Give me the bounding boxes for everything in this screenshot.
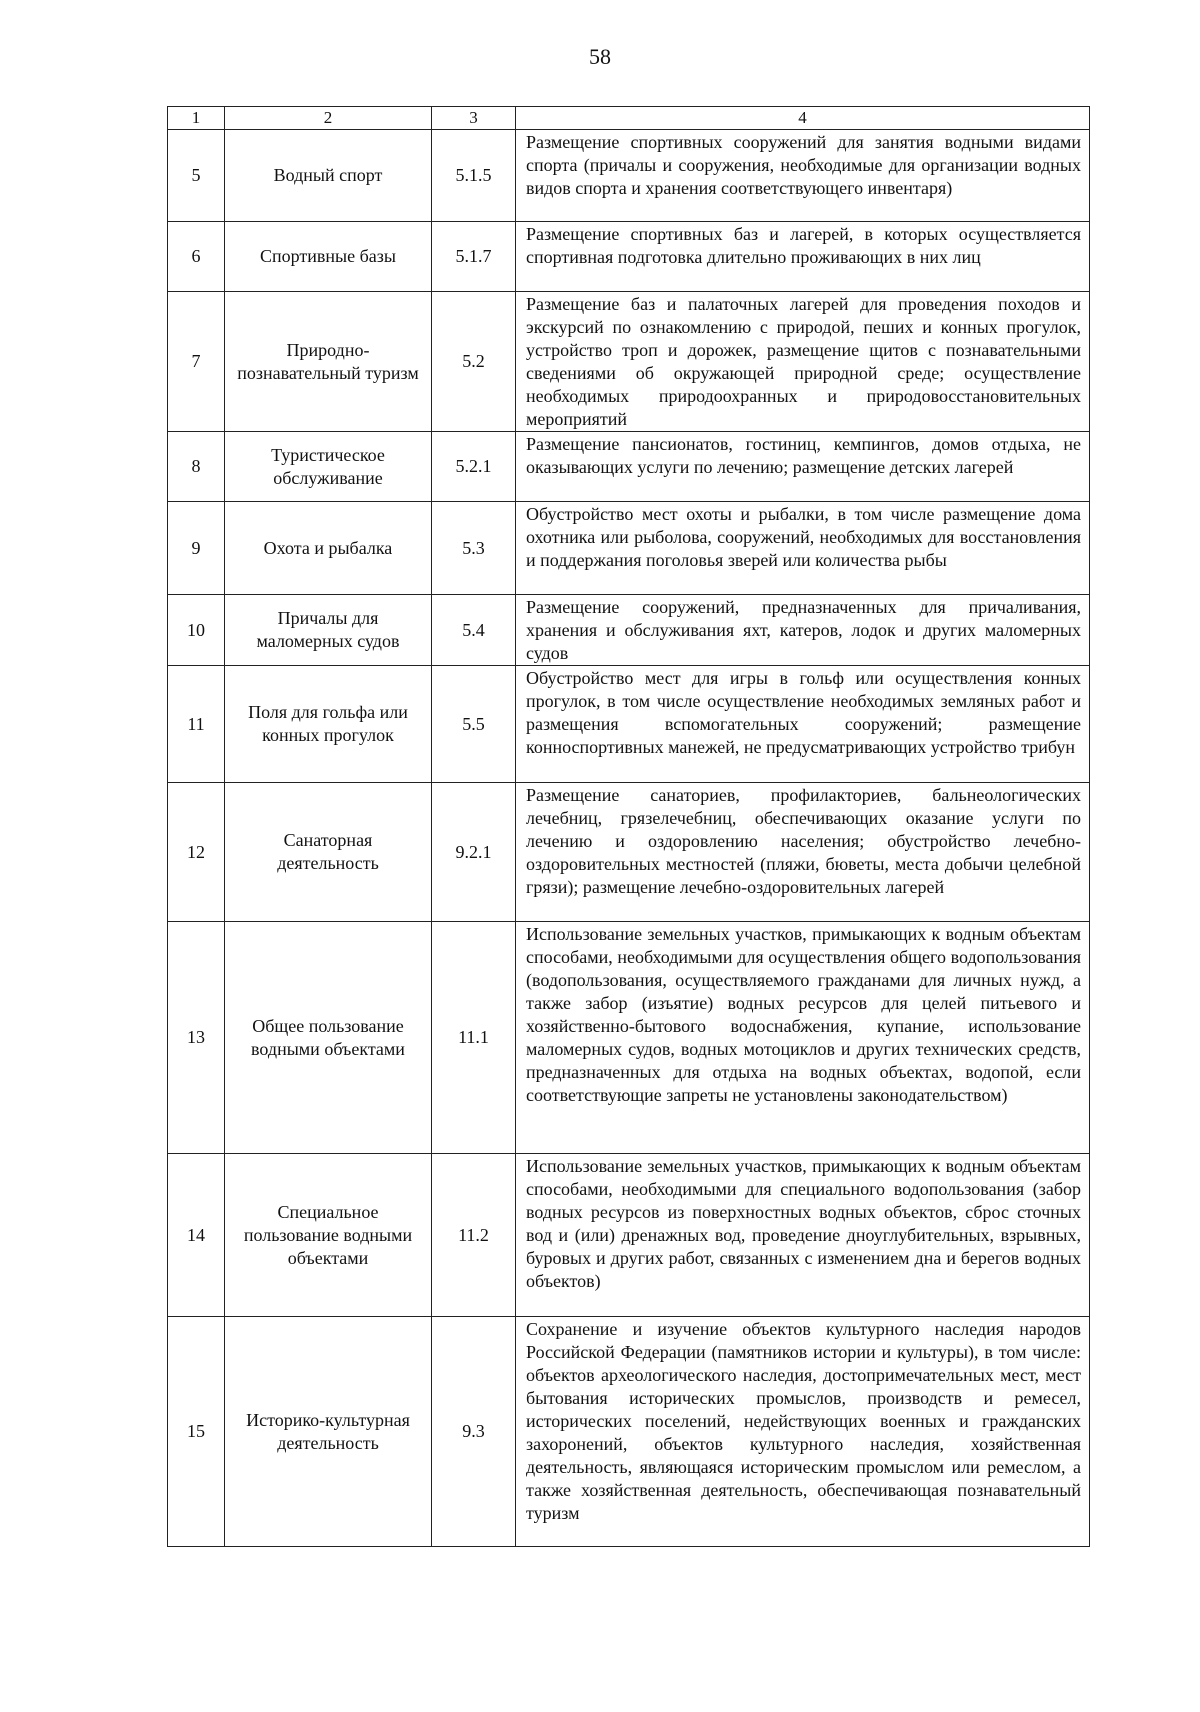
table-row	[168, 922, 1090, 1154]
use-description: Размещение санаториев, профилакториев, бальнеологических лечебниц, грязелечебниц, обеспечивающих оказание услуги по лечению и оздоровлению населения; обустройство лечебно-оздоровительных местностей (пляжи, бюветы, места добычи целебной грязи); размещение лечебно-оздоровительных лагерей	[516, 783, 1090, 922]
table-row	[168, 502, 1090, 595]
use-code: 5.5	[432, 666, 516, 783]
table-row	[168, 432, 1090, 502]
use-name: Санаторная деятельность	[225, 783, 432, 922]
row-number: 15	[168, 1317, 225, 1547]
use-code: 11.2	[432, 1154, 516, 1317]
table-row	[168, 783, 1090, 922]
use-code: 5.2	[432, 292, 516, 432]
use-description: Размещение пансионатов, гостиниц, кемпингов, домов отдыха, не оказывающих услуги по лечению; размещение детских лагерей	[516, 432, 1090, 502]
use-name: Специальное пользование водными объектами	[225, 1154, 432, 1317]
table-row	[168, 130, 1090, 222]
table-row	[168, 1317, 1090, 1547]
use-description: Обустройство мест охоты и рыбалки, в том числе размещение дома охотника или рыболова, сооружений, необходимых для восстановления и поддержания поголовья зверей или количества рыбы	[516, 502, 1090, 595]
use-description: Размещение баз и палаточных лагерей для проведения походов и экскурсий по ознакомлению с природой, пеших и конных прогулок, устройство троп и дорожек, размещение щитов с познавательными сведениями об окружающей природной среде; осуществление необходимых природоохранных и природовосстановительных мероприятий	[516, 292, 1090, 432]
table-row	[168, 1154, 1090, 1317]
row-number: 12	[168, 783, 225, 922]
table-row	[168, 595, 1090, 666]
table-row	[168, 292, 1090, 432]
row-number: 9	[168, 502, 225, 595]
row-number: 13	[168, 922, 225, 1154]
use-description: Размещение спортивных баз и лагерей, в которых осуществляется спортивная подготовка длительно проживающих в них лиц	[516, 222, 1090, 292]
row-number: 5	[168, 130, 225, 222]
use-name: Природно-познавательный туризм	[225, 292, 432, 432]
land-use-table	[167, 106, 1090, 1547]
header-row	[168, 107, 1090, 130]
use-code: 5.4	[432, 595, 516, 666]
use-name: Туристическое обслуживание	[225, 432, 432, 502]
use-name: Общее пользование водными объектами	[225, 922, 432, 1154]
use-description: Обустройство мест для игры в гольф или осуществления конных прогулок, в том числе осуществление необходимых земляных работ и размещения вспомогательных сооружений; размещение конноспортивных манежей, не предусматривающих устройство трибун	[516, 666, 1090, 783]
table-row	[168, 666, 1090, 783]
row-number: 14	[168, 1154, 225, 1317]
use-name: Охота и рыбалка	[225, 502, 432, 595]
use-description: Использование земельных участков, примыкающих к водным объектам способами, необходимыми для специального водопользования (забор водных ресурсов из поверхностных водных объектов, сброс сточных вод и (или) дренажных вод, проведение дноуглубительных, взрывных, буровых и других работ, связанных с изменением дна и берегов водных объектов)	[516, 1154, 1090, 1317]
use-name: Причалы для маломерных судов	[225, 595, 432, 666]
use-description: Размещение сооружений, предназначенных для причаливания, хранения и обслуживания яхт, катеров, лодок и других маломерных судов	[516, 595, 1090, 666]
use-name: Спортивные базы	[225, 222, 432, 292]
table-row	[168, 222, 1090, 292]
use-name: Историко-культурная деятельность	[225, 1317, 432, 1547]
use-code: 5.1.5	[432, 130, 516, 222]
use-code: 9.3	[432, 1317, 516, 1547]
use-code: 5.3	[432, 502, 516, 595]
row-number: 11	[168, 666, 225, 783]
use-description: Сохранение и изучение объектов культурного наследия народов Российской Федерации (памятников истории и культуры), в том числе: объектов археологического наследия, достопримечательных мест, мест бытования исторических промыслов, производств и ремесел, исторических поселений, недействующих военных и гражданских захоронений, объектов культурного наследия, хозяйственная деятельность, являющаяся историческим промыслом или ремеслом, а также хозяйственная деятельность, обеспечивающая познавательный туризм	[516, 1317, 1090, 1547]
use-code: 5.1.7	[432, 222, 516, 292]
row-number: 8	[168, 432, 225, 502]
row-number: 7	[168, 292, 225, 432]
header-col-3: 3	[432, 107, 516, 130]
use-name: Водный спорт	[225, 130, 432, 222]
page-number: 58	[589, 44, 611, 69]
header-col-4: 4	[516, 107, 1090, 130]
use-code: 9.2.1	[432, 783, 516, 922]
header-col-2: 2	[225, 107, 432, 130]
header-col-1: 1	[168, 107, 225, 130]
use-description: Размещение спортивных сооружений для занятия водными видами спорта (причалы и сооружения, необходимые для организации водных видов спорта и хранения соответствующего инвентаря)	[516, 130, 1090, 222]
row-number: 6	[168, 222, 225, 292]
use-description: Использование земельных участков, примыкающих к водным объектам способами, необходимыми для осуществления общего водопользования (водопользования, осуществляемого гражданами для личных нужд, а также забор (изъятие) водных ресурсов для целей питьевого и хозяйственно-бытового водоснабжения, купание, использование маломерных судов, водных мотоциклов и других технических средств, предназначенных для отдыха на водных объектах, водопой, если соответствующие запреты не установлены законодательством)	[516, 922, 1090, 1154]
row-number: 10	[168, 595, 225, 666]
use-code: 5.2.1	[432, 432, 516, 502]
use-code: 11.1	[432, 922, 516, 1154]
use-name: Поля для гольфа или конных прогулок	[225, 666, 432, 783]
